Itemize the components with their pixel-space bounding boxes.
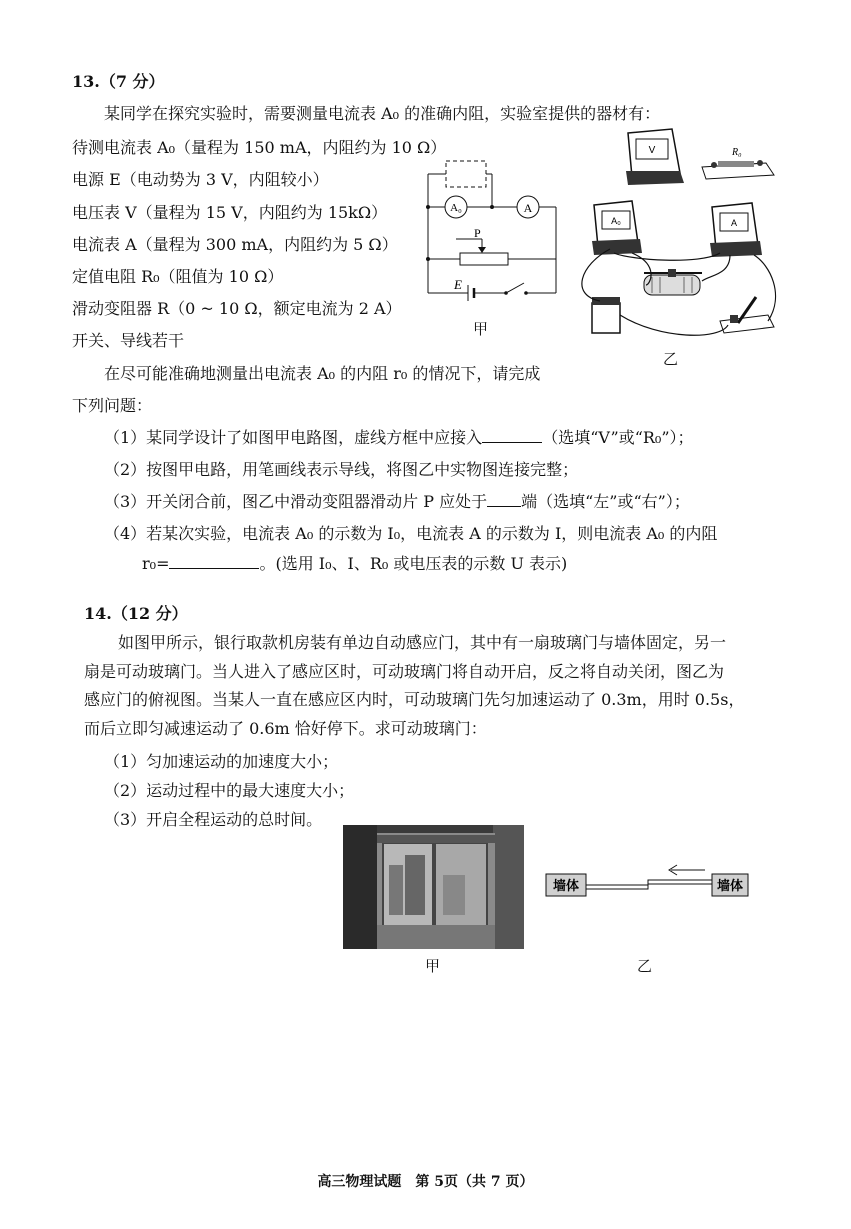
a-label: A <box>523 201 533 215</box>
a-meter-label: A <box>730 218 738 228</box>
q14-question-3: （3）开启全程运动的总时间。 <box>104 810 323 829</box>
q14-para-1: 如图甲所示，银行取款机房装有单边自动感应门，其中有一扇玻璃门与墙体固定，另一 <box>118 633 727 652</box>
switch-symbol <box>506 283 524 293</box>
wall-left-label: 墙体 <box>552 879 580 894</box>
switch-icon <box>720 297 774 333</box>
q13-sub4-tail: 。(选用 I₀、I、R₀ 或电压表的示数 U 表示) <box>259 554 568 573</box>
fig-jia-caption: 甲 <box>473 320 489 338</box>
r0-label: r₀= <box>142 554 170 573</box>
q13-sub2: （2）按图甲电路，用笔画线表示导线，将图乙中实物图连接完整； <box>104 460 579 479</box>
q14-para-3: 感应门的俯视图。当某人一直在感应区内时，可动玻璃门先匀加速运动了 0.3m，用时 0.5s， <box>84 690 745 709</box>
q14-para-4: 而后立即匀减速运动了 0.6m 恰好停下。求可动玻璃门： <box>84 719 487 738</box>
q13-item-5: 定值电阻 R₀（阻值为 10 Ω） <box>72 267 284 286</box>
q13-sub4: （4）若某次实验，电流表 A₀ 的示数为 I₀，电流表 A 的示数为 I，则电流表 A₀ 的内阻 <box>104 524 718 543</box>
q13-sub1 <box>104 428 694 448</box>
q13-intro: 某同学在探究实验时，需要测量电流表 A₀ 的准确内阻，实验室提供的器材有： <box>104 104 661 123</box>
voltmeter-icon <box>626 129 684 185</box>
q13-sub3-text: （3）开关闭合前，图乙中滑动变阻器滑动片 P 应处于 <box>104 492 488 511</box>
q13-sub4-answer <box>142 554 567 574</box>
q13-item-1: 待测电流表 A₀（量程为 150 mA，内阻约为 10 Ω） <box>72 138 447 157</box>
slider-arrow-icon <box>478 247 486 253</box>
q13-sub1-tail: （选填“V”或“R₀”）； <box>542 428 694 447</box>
fixed-door <box>586 885 648 889</box>
q13-sub3-tail: 端（选填“左”或“右”）； <box>521 492 690 511</box>
ammeter-a-icon <box>710 203 762 257</box>
e-label: E <box>454 277 462 292</box>
rheostat-icon <box>644 269 702 295</box>
a0-meter-label: A₀ <box>611 216 621 226</box>
q14-fig-yi-caption: 乙 <box>637 957 653 975</box>
q13-item-2: 电源 E（电动势为 3 V，内阻较小） <box>72 170 329 189</box>
q13-item-3: 电压表 V（量程为 15 V，内阻约为 15kΩ） <box>72 203 388 222</box>
p-label: P <box>474 226 481 240</box>
wall-right-label: 墙体 <box>716 879 744 894</box>
r0-board-label: R₀ <box>732 147 742 158</box>
q14-question-1: （1）匀加速运动的加速度大小； <box>104 752 339 771</box>
door-photo <box>343 825 524 949</box>
q14-fig-jia-caption: 甲 <box>425 957 441 975</box>
q13-header: 13.（7 分） <box>72 72 165 91</box>
fig-yi-caption: 乙 <box>663 350 679 368</box>
movable-door <box>648 880 712 884</box>
resistor-board-icon <box>702 147 774 179</box>
v-label: V <box>648 145 656 156</box>
answer-blank[interactable] <box>487 492 521 507</box>
a0-label: A₀ <box>450 202 462 214</box>
q13-item-6: 滑动变阻器 R（0 ~ 10 Ω，额定电流为 2 A） <box>72 299 402 318</box>
q14-para-2: 扇是可动玻璃门。当人进入了感应区时，可动玻璃门将自动开启，反之将自动关闭，图乙为 <box>84 662 725 681</box>
apparatus-photo <box>570 125 785 340</box>
q14-header: 14.（12 分） <box>84 604 188 623</box>
q13-item-4: 电流表 A（量程为 300 mA，内阻约为 5 Ω） <box>72 235 398 254</box>
ammeter-a0-icon <box>592 201 642 255</box>
q13-lead-2: 下列问题： <box>72 396 153 415</box>
answer-blank[interactable] <box>482 428 542 443</box>
answer-blank[interactable] <box>169 554 259 569</box>
circuit-diagram <box>420 155 565 315</box>
rheostat-symbol <box>460 253 508 265</box>
q13-sub1-text: （1）某同学设计了如图甲电路图，虚线方框中应接入 <box>104 428 483 447</box>
door-top-view-diagram <box>545 862 750 902</box>
q14-question-2: （2）运动过程中的最大速度大小； <box>104 781 355 800</box>
q13-sub3 <box>104 492 690 512</box>
q13-lead-1: 在尽可能准确地测量出电流表 A₀ 的内阻 r₀ 的情况下，请完成 <box>104 364 541 383</box>
battery-icon <box>592 297 620 333</box>
page-footer: 高三物理试题 第 5页（共 7 页） <box>317 1174 534 1190</box>
q13-item-7: 开关、导线若干 <box>72 331 185 350</box>
dashed-box <box>446 161 486 187</box>
